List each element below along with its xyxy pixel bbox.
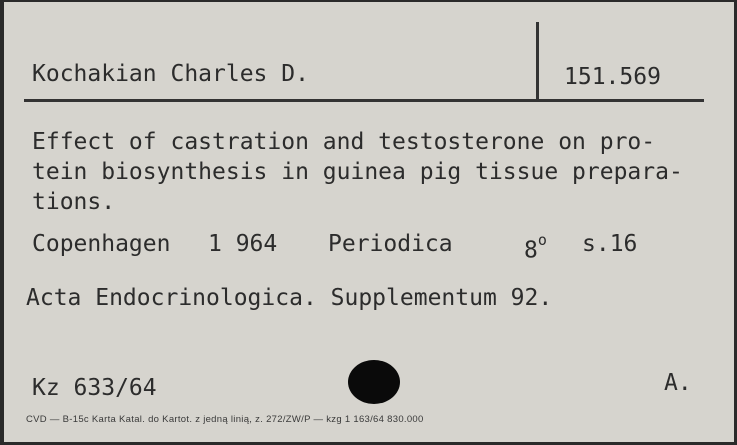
card-letter: A. <box>664 370 692 396</box>
series-label: Periodica <box>328 231 453 257</box>
catalog-card <box>4 2 734 442</box>
page-count: s.16 <box>582 231 638 257</box>
call-number: 151.569 <box>564 64 661 90</box>
format-number <box>524 230 547 265</box>
title-line-3: tions. <box>32 189 116 215</box>
format-value: 8 <box>524 237 538 264</box>
horizontal-divider <box>24 99 704 102</box>
title-line-1: Effect of castration and testosterone on pro- <box>32 129 656 155</box>
publication-place: Copenhagen <box>32 231 171 257</box>
title-line-2: tein biosynthesis in guinea pig tissue prepara- <box>32 159 683 185</box>
punch-hole <box>348 360 400 404</box>
publication-title <box>32 127 722 217</box>
journal-name: Acta Endocrinologica. Supplementum 92. <box>26 285 553 311</box>
card-footer: CVD — B-15c Karta Katal. do Kartot. z jedną linią, z. 272/ZW/P — kzg 1 163/64 830.000 <box>26 414 424 425</box>
author-name: Kochakian Charles D. <box>32 61 309 87</box>
format-superscript: o <box>537 231 547 249</box>
publication-year: 1 964 <box>208 231 278 257</box>
vertical-divider <box>536 22 539 100</box>
kz-number: Kz 633/64 <box>32 375 157 401</box>
